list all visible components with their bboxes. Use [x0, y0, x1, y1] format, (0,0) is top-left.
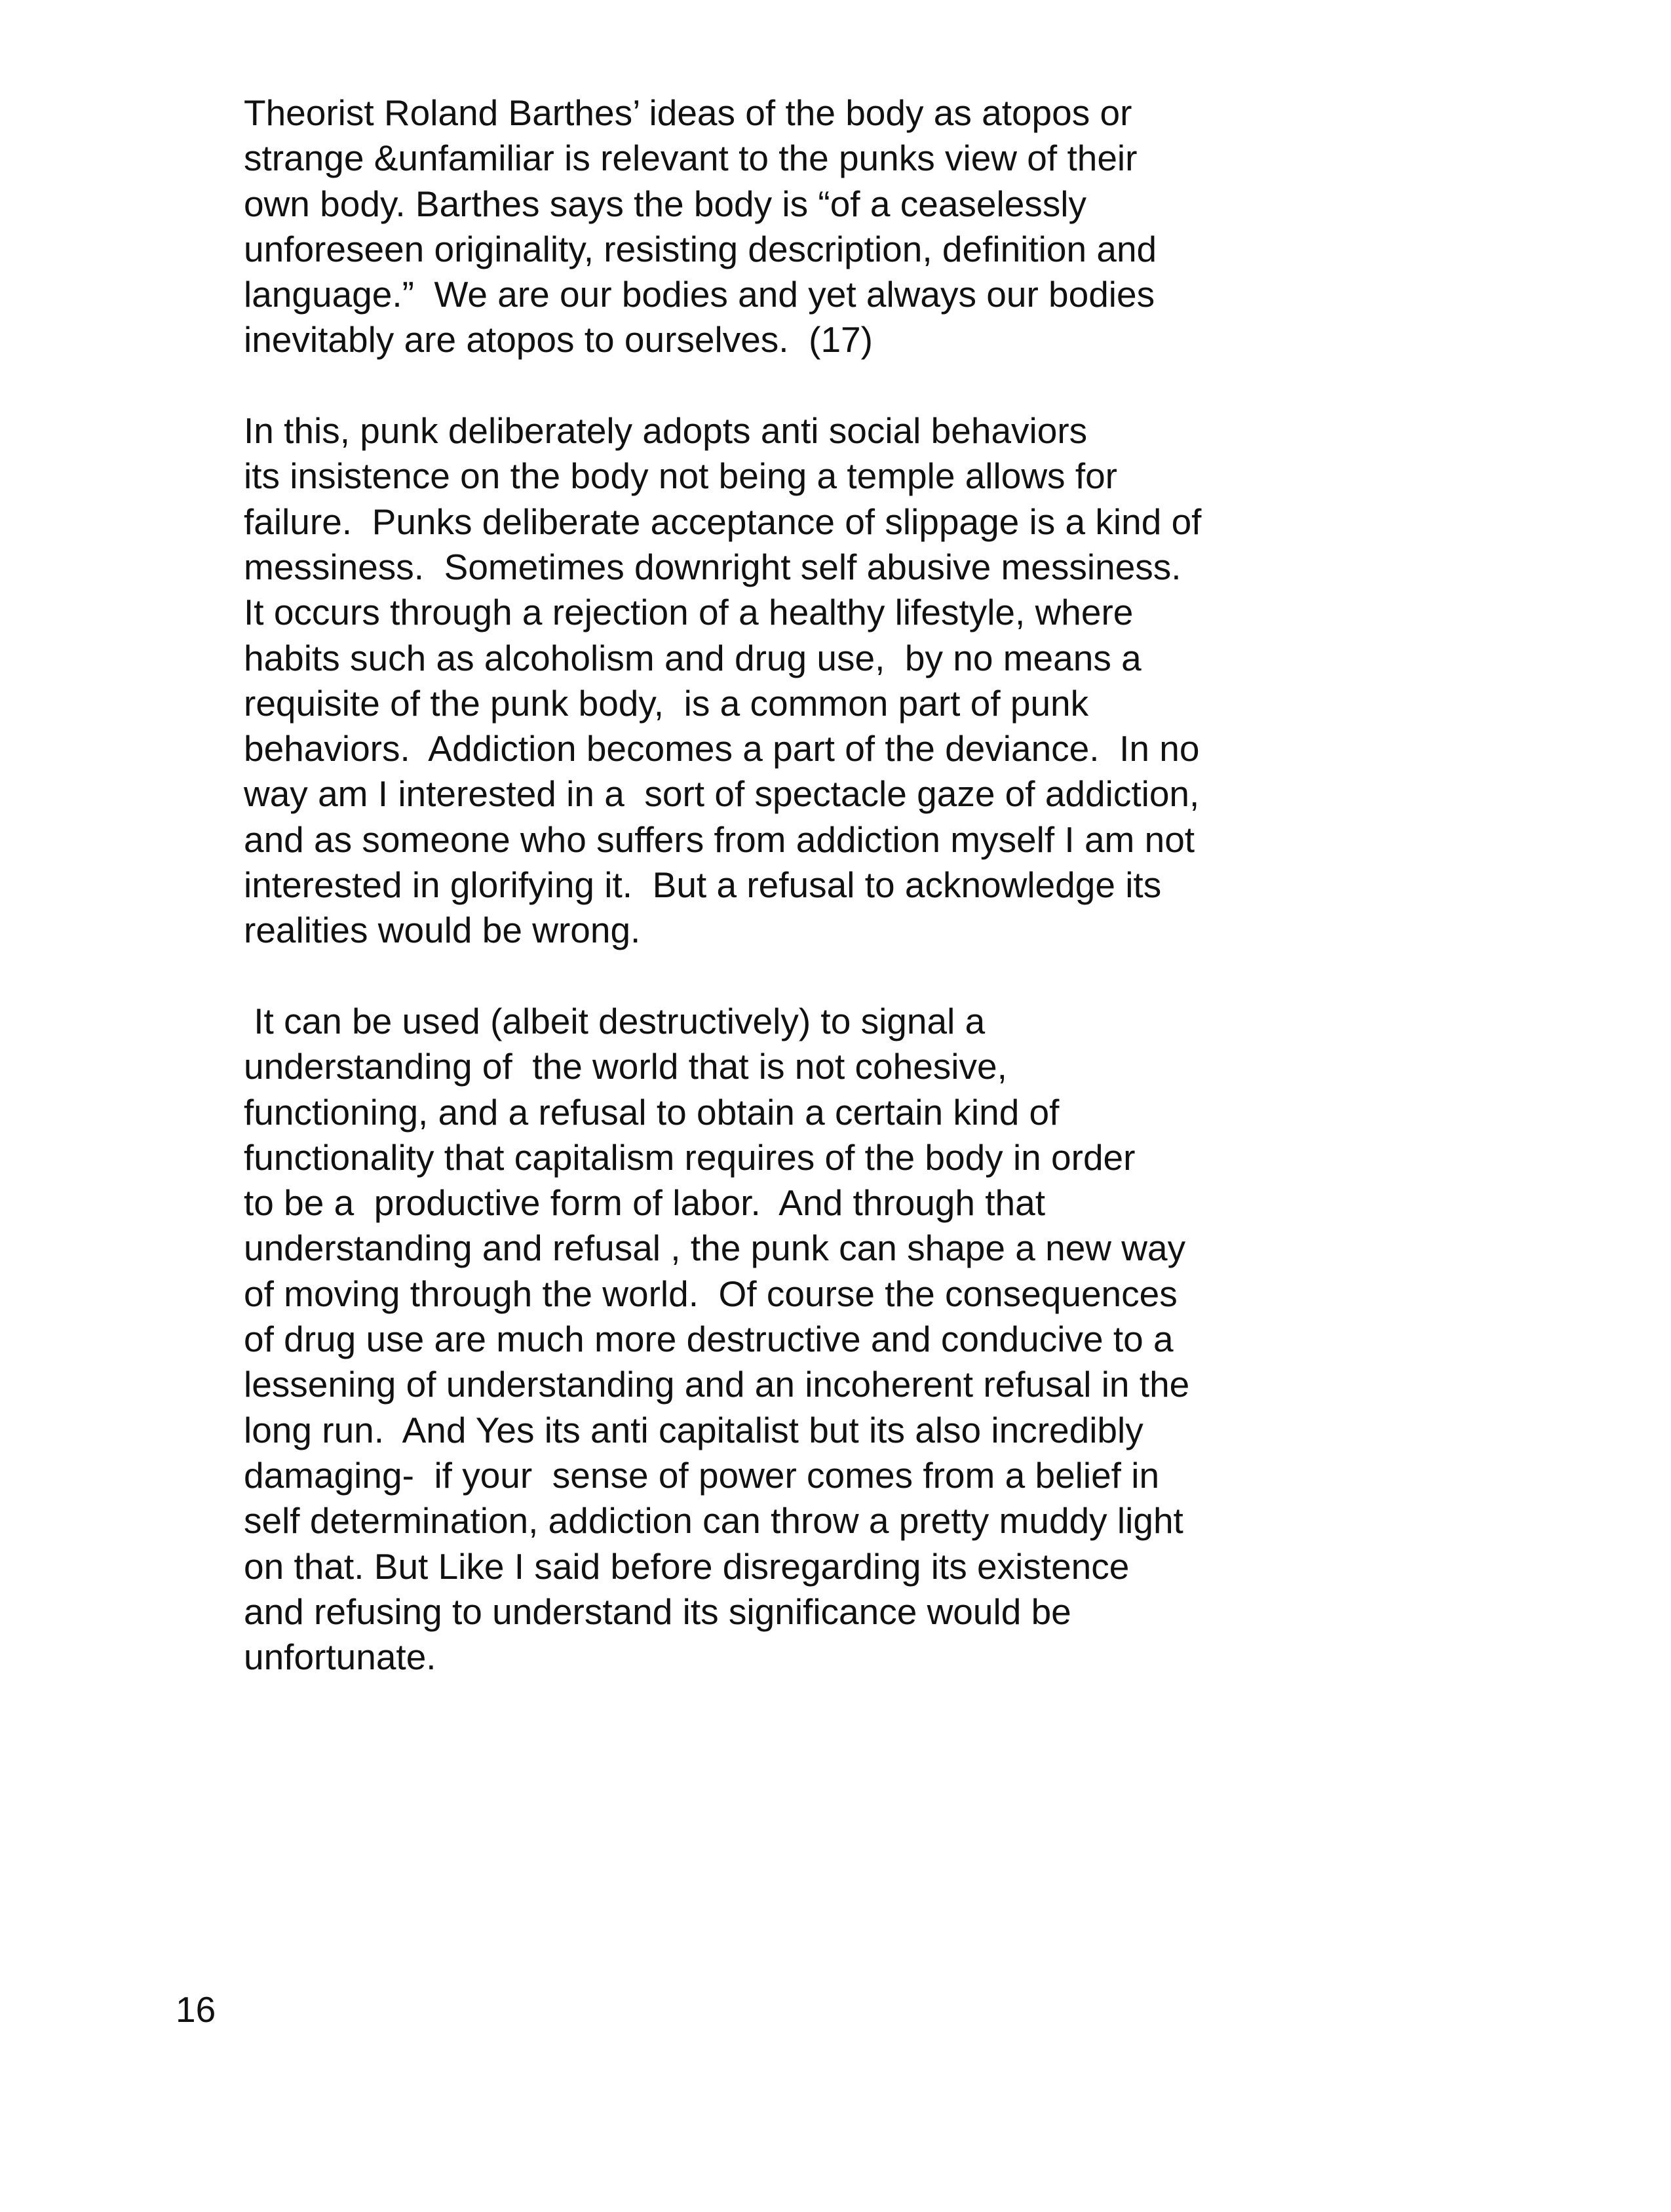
text-line: behaviors. Addiction becomes a part of the deviance. In no — [244, 728, 1200, 769]
text-line: and as someone who suffers from addiction myself I am not — [244, 819, 1195, 860]
text-line: realities would be wrong. — [244, 910, 641, 951]
paragraph-3 — [244, 999, 1318, 1680]
page-number: 16 — [176, 1989, 216, 2030]
text-line: understanding of the world that is not cohesive, — [244, 1046, 1007, 1087]
text-line: strange &unfamiliar is relevant to the punks view of their — [244, 138, 1138, 179]
text-line: understanding and refusal , the punk can shape a new way — [244, 1228, 1186, 1269]
text-line: long run. And Yes its anti capitalist but its also incredibly — [244, 1409, 1143, 1450]
text-line: unforeseen originality, resisting description, definition and — [244, 228, 1157, 269]
text-line: In this, punk deliberately adopts anti social behaviors — [244, 410, 1088, 452]
text-line: of drug use are much more destructive and conducive to a — [244, 1319, 1174, 1360]
text-line: messiness. Sometimes downright self abusive messiness. — [244, 546, 1181, 587]
text-line: of moving through the world. Of course the consequences — [244, 1273, 1178, 1314]
text-line: unfortunate. — [244, 1637, 436, 1678]
text-line: interested in glorifying it. But a refusal to acknowledge its — [244, 864, 1162, 906]
text-line: failure. Punks deliberate acceptance of slippage is a kind of — [244, 501, 1202, 542]
text-line: own body. Barthes says the body is “of a ceaselessly — [244, 183, 1087, 224]
text-line: Theorist Roland Barthes’ ideas of the body as atopos or — [244, 92, 1132, 133]
text-line: its insistence on the body not being a temple allows for — [244, 456, 1117, 497]
text-line: functioning, and a refusal to obtain a certain kind of — [244, 1091, 1060, 1133]
text-line: way am I interested in a sort of spectacle gaze of addiction, — [244, 773, 1200, 815]
paragraph-1 — [244, 90, 1318, 363]
text-line: requisite of the punk body, is a common part of punk — [244, 682, 1089, 724]
text-line: on that. But Like I said before disregarding its existence — [244, 1545, 1130, 1587]
text-line: to be a productive form of labor. And through that — [244, 1182, 1045, 1224]
paragraph-2 — [244, 408, 1318, 954]
text-line: It occurs through a rejection of a healthy lifestyle, where — [244, 592, 1134, 633]
text-line: and refusing to understand its significance would be — [244, 1591, 1071, 1632]
text-line: self determination, addiction can throw a pretty muddy light — [244, 1500, 1183, 1542]
text-line: It can be used (albeit destructively) to signal a — [244, 1000, 986, 1041]
body-text — [244, 90, 1318, 1680]
text-line: language.” We are our bodies and yet always our bodies — [244, 274, 1155, 315]
text-line: damaging- if your sense of power comes from a belief in — [244, 1454, 1160, 1496]
text-line: lessening of understanding and an incoherent refusal in the — [244, 1364, 1190, 1405]
text-line: functionality that capitalism requires of the body in order — [244, 1136, 1136, 1178]
text-line: inevitably are atopos to ourselves. (17) — [244, 319, 873, 360]
text-line: habits such as alcoholism and drug use, by no means a — [244, 637, 1142, 678]
